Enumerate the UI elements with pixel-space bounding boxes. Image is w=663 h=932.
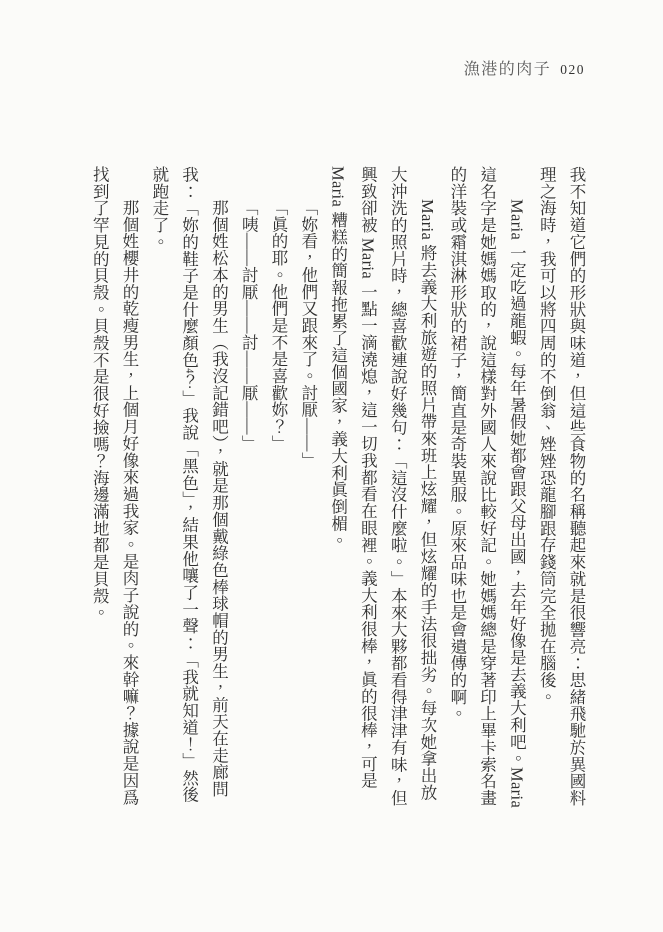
paragraph-matsumoto-text-before: 那個姓松本的男生（我沒記錯吧），就是那個戴綠色棒球帽的男生，前天在走廊問我：「妳的鞋子是什麼顏色	[179, 166, 229, 798]
paragraph-maria-lobster: Maria 一定吃過龍蝦。每年暑假她都會跟父母出國，去年好像是去義大利吧。Maria 這名字是她媽媽取的，說這樣對外國人來說比較好記。她媽媽總是穿著印上畢卡索名畫的洋裝或霜淇淋形狀的裙子，簡直是奇裝異服。原來品味也是會遺傳的啊。	[447, 166, 527, 809]
paragraph-matsumoto	[144, 166, 233, 812]
dialogue-line-2: 「眞的耶。他們是不是喜歡妳？」	[269, 199, 289, 452]
vertical-text-block	[84, 166, 591, 812]
paragraph-sakurai: 那個姓櫻井的乾瘦男生，上個月好像來過我家。是肉子說的。來幹嘛？據說是因爲找到了罕見的貝殼。貝殼不是很好撿嗎？海邊滿地都是貝殼。	[90, 166, 140, 806]
paragraph-continued: 我不知道它們的形狀與味道，但這些食物的名稱聽起來就是很響亮：思緒飛馳於異國料理之海時，我可以將四周的不倒翁、矬矬恐龍腳跟存錢筒完全拋在腦後。	[537, 166, 586, 807]
paragraph-matsumoto-text-after: ？」我說「黑色」，結果他嚷了一聲：「我就知道！」然後就跑走了。	[149, 166, 199, 804]
footnote-marker-4: 4	[183, 368, 195, 374]
book-title: 漁港的肉子	[463, 61, 552, 78]
dialogue-line-3: 「咦——討厭——討——厭——」	[239, 199, 259, 452]
running-head	[464, 56, 585, 79]
dialogue-line-1: 「妳看，他們又跟來了。討厭——」	[298, 199, 318, 469]
page-number: 020	[560, 62, 585, 77]
paragraph-maria-photos: Maria 將去義大利旅遊的照片帶來班上炫耀，但炫耀的手法很拙劣。每次她拿出放大沖洗的照片時，總喜歡連說好幾句：「這沒什麼啦。」本來大夥都看得津津有味，但興致卻被 Maria 一點一滴澆熄，這一切我都看在眼裡。義大利很棒，眞的很棒，可是 Maria 糟糕的簡報拖累了這個國家，義大利眞倒楣。	[328, 166, 438, 807]
